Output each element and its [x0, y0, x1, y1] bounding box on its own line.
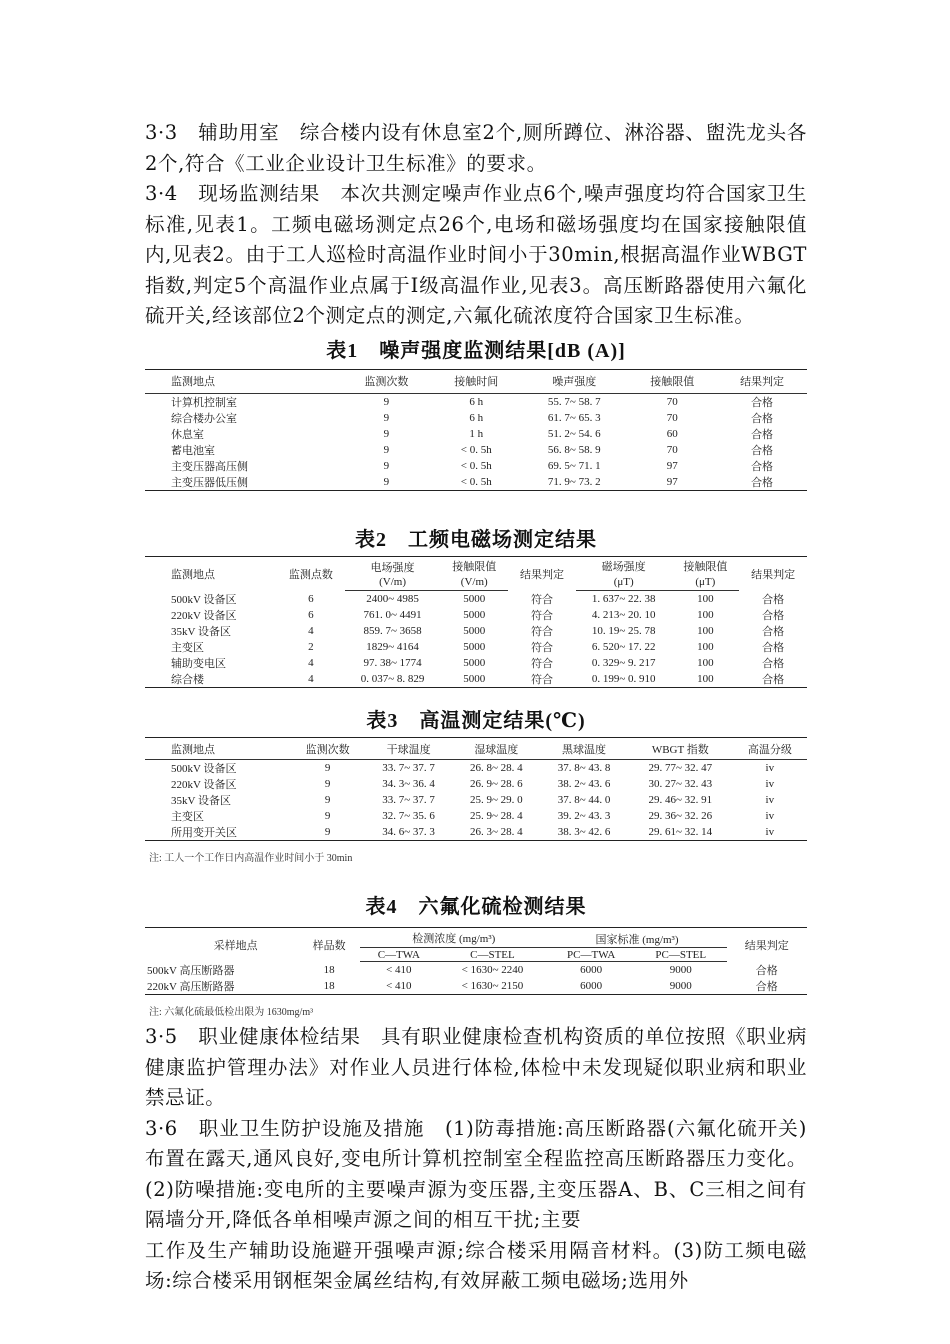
t1-cell: 51. 2~ 54. 6	[547, 427, 601, 440]
t1-h-count: 监测次数	[342, 369, 432, 393]
t2-h-m: 磁场强度	[601, 560, 646, 573]
t2-cell: 4	[308, 673, 314, 685]
t3-cell: 26. 3~ 28. 4	[469, 826, 523, 838]
t2-cell: 5000	[463, 593, 486, 605]
t2-cell: 符合	[530, 610, 553, 622]
t1-cell: 97	[666, 459, 678, 472]
t2-cell: 辅助变电区	[171, 658, 226, 670]
t1-cell: 56. 8~ 58. 9	[547, 443, 601, 456]
t1-cell: 70	[666, 443, 678, 456]
t4-sub-pctwa: PC—TWA	[547, 948, 635, 962]
t4-cell: < 1630~ 2240	[461, 964, 524, 976]
t3-cell: iv	[765, 810, 775, 822]
t3-cell: 35kV 设备区	[171, 795, 231, 807]
table1-caption: 表1 噪声强度监测结果[dB (A)]	[326, 339, 626, 362]
t3-cell: 25. 9~ 28. 4	[469, 810, 523, 822]
t3-cell: 34. 3~ 36. 4	[382, 778, 435, 790]
t4-body	[145, 962, 807, 995]
t2-row	[145, 639, 807, 655]
t1-h-result: 结果判定	[717, 369, 807, 393]
t2-cell: 100	[697, 673, 714, 685]
t2-cell: 合格	[762, 626, 785, 638]
t2-cell: 6	[308, 609, 314, 621]
t3-cell: 9	[324, 762, 331, 774]
t3-cell: 32. 7~ 35. 6	[382, 810, 435, 822]
t3-cell: 220kV 设备区	[171, 779, 237, 791]
t3-row	[145, 776, 807, 792]
t2-cell: 综合楼	[171, 674, 204, 686]
t1-cell: 合格	[751, 412, 774, 425]
t2-cell: 220kV 设备区	[171, 610, 237, 622]
t3-cell: 37. 8~ 44. 0	[557, 794, 611, 806]
t3-cell: 500kV 设备区	[171, 763, 237, 775]
t2-cell: 100	[697, 609, 714, 621]
t2-row	[145, 607, 807, 623]
t1-cell: 71. 9~ 73. 2	[547, 475, 601, 488]
t1-h-noise: 噪声强度	[521, 369, 627, 393]
t2-cell: 合格	[762, 674, 785, 686]
t2-unit-elimit: (V/m)	[440, 575, 508, 591]
section-3-6-cont: 工作及生产辅助设施避开强噪声源;综合楼采用隔音材料。(3)防工频电磁场:综合楼采用钢框架金属丝结构,有效屏蔽工频电磁场;选用外	[145, 1238, 807, 1292]
t1-cell: 主变压器高压侧	[171, 460, 248, 473]
section-3-4: 3·4 现场监测结果 本次共测定噪声作业点6个,噪声强度均符合国家卫生标准,见表1。工频电磁场测定点26个,电场和磁场强度均在国家接触限值内,见表2。由于工人巡检时高温作业时间小于30min,根据高温作业WBGT指数,判定5个高温作业点属于Ⅰ级高温作业,见表3。高压断路器使用六氟化硫开关,经该部位2个测定点的测定,六氟化硫浓度符合国家卫生标准。	[145, 182, 807, 327]
t4-cell: < 410	[386, 980, 412, 992]
t1-cell: 合格	[751, 444, 774, 457]
t2-cell: 5000	[463, 641, 486, 653]
t2-h-elimit: 接触限值	[452, 560, 497, 573]
t4-row	[145, 978, 807, 995]
t3-cell: 29. 46~ 32. 91	[648, 794, 713, 806]
t2-cell: 5000	[463, 625, 486, 637]
t3-cell: iv	[765, 778, 775, 790]
t1-cell: 61. 7~ 65. 3	[547, 411, 601, 424]
t1-cell: 6 h	[469, 411, 484, 424]
t1-cell: 60	[666, 427, 678, 440]
t1-cell: 合格	[751, 476, 774, 489]
t3-cell: 主变区	[171, 811, 204, 823]
t2-cell: 100	[697, 593, 714, 605]
t1-h-time: 接触时间	[431, 369, 521, 393]
t4-cell: 合格	[755, 964, 778, 977]
t3-cell: 29. 77~ 32. 47	[648, 762, 713, 774]
t1-cell: < 0. 5h	[460, 459, 492, 472]
t1-row	[145, 426, 807, 442]
t2-row	[145, 623, 807, 639]
t2-cell: 主变区	[171, 642, 204, 654]
t3-cell: 25. 9~ 29. 0	[469, 794, 523, 806]
t3-row	[145, 808, 807, 824]
t1-cell: 55. 7~ 58. 7	[547, 395, 601, 408]
t2-cell: 500kV 设备区	[171, 593, 237, 606]
t2-cell: 100	[697, 625, 714, 637]
t1-h-limit: 接触限值	[627, 369, 717, 393]
t2-cell: 2	[308, 641, 314, 653]
t2-cell: 0. 199~ 0. 910	[591, 673, 656, 685]
t2-cell: 97. 38~ 1774	[363, 657, 422, 669]
t4-cell: 9000	[669, 980, 692, 992]
t2-cell: 0. 037~ 8. 829	[360, 673, 425, 685]
t1-cell: 9	[383, 443, 390, 456]
t2-cell: 6. 520~ 17. 22	[591, 641, 656, 653]
t3-cell: 39. 2~ 43. 3	[557, 810, 611, 822]
t4-h-measured: 检测浓度 (mg/m³)	[360, 928, 547, 948]
t2-cell: 2400~ 4985	[366, 593, 419, 605]
t4-cell: 220kV 高压断路器	[147, 981, 235, 993]
table4	[145, 927, 807, 995]
t2-cell: 符合	[530, 593, 553, 606]
t2-cell: 5000	[463, 609, 486, 621]
t3-cell: 9	[324, 778, 331, 790]
t4-h-count: 样品数	[312, 939, 346, 952]
t3-cell: 29. 61~ 32. 14	[648, 826, 713, 838]
t4-sub-pcstel: PC—STEL	[635, 948, 727, 962]
t4-h-location: 采样地点	[213, 939, 258, 952]
t1-cell: 70	[666, 395, 678, 408]
t3-row	[145, 824, 807, 841]
t1-cell: 9	[383, 427, 390, 440]
table2	[145, 556, 807, 689]
t1-cell: 9	[383, 475, 390, 488]
t4-cell: 18	[323, 963, 335, 976]
t2-cell: 合格	[762, 610, 785, 622]
t3-cell: 34. 6~ 37. 3	[382, 826, 435, 838]
t2-h-count: 监测点数	[288, 568, 333, 581]
table4-note: 注: 六氟化硫最低检出限为 1630mg/m³	[149, 1007, 314, 1018]
t4-cell: 6000	[580, 980, 603, 992]
section-3-3: 3·3 辅助用室 综合楼内设有休息室2个,厕所蹲位、淋浴器、盥洗龙头各2个,符合《工业企业设计卫生标准》的要求。	[145, 121, 807, 175]
t1-h-location: 监测地点	[145, 369, 342, 393]
t2-cell: 35kV 设备区	[171, 626, 231, 638]
t3-h-dry: 干球温度	[365, 738, 453, 760]
t1-cell: 计算机控制室	[171, 396, 237, 409]
t1-cell: < 0. 5h	[460, 475, 492, 488]
t2-h-location: 监测地点	[171, 568, 215, 581]
t2-cell: 4	[308, 657, 314, 669]
t2-cell: 859. 7~ 3658	[363, 625, 422, 637]
t2-body	[145, 591, 807, 688]
t3-cell: 所用变开关区	[171, 827, 237, 839]
t2-cell: 4	[308, 625, 314, 637]
t1-cell: 69. 5~ 71. 1	[547, 459, 601, 472]
t1-cell: 综合楼办公室	[171, 412, 237, 425]
t1-row	[145, 393, 807, 410]
t1-cell: 97	[666, 475, 678, 488]
t2-cell: 100	[697, 641, 714, 653]
t3-cell: iv	[765, 794, 775, 806]
t4-cell: 6000	[580, 964, 603, 976]
t2-cell: 5000	[463, 657, 486, 669]
t2-cell: 合格	[762, 593, 785, 606]
document-page	[145, 118, 807, 1297]
t4-sub-ctwa: C—TWA	[360, 948, 437, 962]
t4-row	[145, 962, 807, 979]
t4-cell: 18	[323, 980, 335, 992]
t4-sub-cstel: C—STEL	[437, 948, 547, 962]
t1-row	[145, 474, 807, 491]
t2-cell: 4. 213~ 20. 10	[591, 609, 656, 621]
t2-cell: 6	[308, 592, 314, 605]
t2-cell: 100	[697, 657, 714, 669]
t2-cell: 1. 637~ 22. 38	[591, 593, 656, 605]
t2-row	[145, 591, 807, 608]
t3-cell: 33. 7~ 37. 7	[382, 794, 435, 806]
table3	[145, 737, 807, 841]
t3-cell: 38. 2~ 43. 6	[557, 778, 611, 790]
t3-body	[145, 760, 807, 841]
t3-h-count: 监测次数	[290, 738, 364, 760]
t3-cell: 9	[324, 810, 331, 822]
t3-h-wet: 湿球温度	[452, 738, 540, 760]
t3-h-location: 监测地点	[145, 738, 290, 760]
t1-cell: 蓄电池室	[171, 444, 215, 457]
t3-cell: 30. 27~ 32. 43	[648, 778, 713, 790]
t4-cell: < 410	[386, 964, 412, 976]
t1-cell: < 0. 5h	[460, 443, 492, 456]
section-3-6: 3·6 职业卫生防护设施及措施 (1)防毒措施:高压断路器(六氟化硫开关)布置在露天,通风良好,变电所计算机控制室全程监控高压断路器压力变化。(2)防噪措施:变电所的主要噪声源为变压器,主变压器A、B、C三相之间有隔墙分开,降低各单相噪声源之间的相互干扰;主要	[145, 1116, 807, 1231]
t1-row	[145, 458, 807, 474]
t2-unit-mlimit: (μT)	[671, 575, 739, 591]
t3-cell: 9	[324, 826, 331, 838]
t3-h-globe: 黑球温度	[540, 738, 628, 760]
t2-cell: 10. 19~ 25. 78	[591, 625, 656, 637]
t2-h-e: 电场强度	[370, 561, 415, 574]
t3-cell: 33. 7~ 37. 7	[382, 762, 435, 774]
t3-cell: 9	[324, 794, 331, 806]
t2-row	[145, 655, 807, 671]
table3-caption: 表3 高温测定结果(℃)	[366, 710, 586, 732]
table4-caption: 表4 六氟化硫检测结果	[365, 896, 587, 918]
t1-body	[145, 393, 807, 490]
t1-cell: 9	[383, 459, 390, 472]
t1-row	[145, 410, 807, 426]
t2-cell: 0. 329~ 9. 217	[591, 657, 656, 669]
t2-cell: 符合	[530, 674, 553, 686]
t4-cell: 500kV 高压断路器	[147, 964, 235, 977]
t3-cell: 26. 9~ 28. 6	[469, 778, 523, 790]
t4-h-result: 结果判定	[744, 939, 789, 952]
t3-cell: 38. 3~ 42. 6	[557, 826, 611, 838]
t2-h-eresult: 结果判定	[519, 568, 564, 581]
t2-cell: 符合	[530, 642, 553, 654]
t1-cell: 9	[383, 395, 390, 408]
t3-h-grade: 高温分级	[733, 738, 807, 760]
t2-h-mresult: 结果判定	[751, 568, 796, 581]
t3-row	[145, 760, 807, 777]
t1-cell: 1 h	[469, 427, 484, 440]
t1-cell: 休息室	[171, 428, 204, 441]
t2-h-mlimit: 接触限值	[683, 560, 728, 573]
t1-row	[145, 442, 807, 458]
t2-unit-e: (V/m)	[345, 575, 441, 591]
section-3-5: 3·5 职业健康体检结果 具有职业健康检查机构资质的单位按照《职业病健康监护管理办法》对作业人员进行体检,体检中未发现疑似职业病和职业禁忌证。	[145, 1025, 807, 1109]
t3-cell: 37. 8~ 43. 8	[557, 762, 611, 774]
t3-cell: 29. 36~ 32. 26	[648, 810, 713, 822]
t2-cell: 符合	[530, 658, 553, 670]
t3-row	[145, 792, 807, 808]
t1-cell: 主变压器低压侧	[171, 476, 248, 489]
t2-cell: 合格	[762, 658, 785, 670]
t3-h-wbgt: WBGT 指数	[628, 738, 733, 760]
t1-cell: 9	[383, 411, 390, 424]
t1-cell: 70	[666, 411, 678, 424]
t2-cell: 5000	[463, 673, 486, 685]
t2-row	[145, 671, 807, 688]
table1	[145, 369, 807, 491]
t3-cell: iv	[765, 762, 775, 774]
t2-cell: 符合	[530, 626, 553, 638]
t1-cell: 合格	[751, 396, 774, 409]
t4-cell: 9000	[669, 964, 692, 976]
t3-cell: iv	[765, 826, 775, 838]
t1-cell: 合格	[751, 460, 774, 473]
table3-note: 注: 工人一个工作日内高温作业时间小于 30min	[149, 853, 353, 864]
t2-cell: 761. 0~ 4491	[363, 609, 422, 621]
t2-unit-m: (μT)	[576, 575, 672, 591]
t3-cell: 26. 8~ 28. 4	[469, 762, 523, 774]
table2-caption: 表2 工频电磁场测定结果	[355, 528, 597, 551]
t2-cell: 合格	[762, 642, 785, 654]
t1-cell: 6 h	[469, 395, 484, 408]
t1-cell: 合格	[751, 428, 774, 441]
t2-cell: 1829~ 4164	[366, 641, 419, 653]
t4-cell: 合格	[755, 981, 778, 993]
t4-cell: < 1630~ 2150	[461, 980, 524, 992]
t4-h-standard: 国家标准 (mg/m³)	[547, 928, 726, 948]
